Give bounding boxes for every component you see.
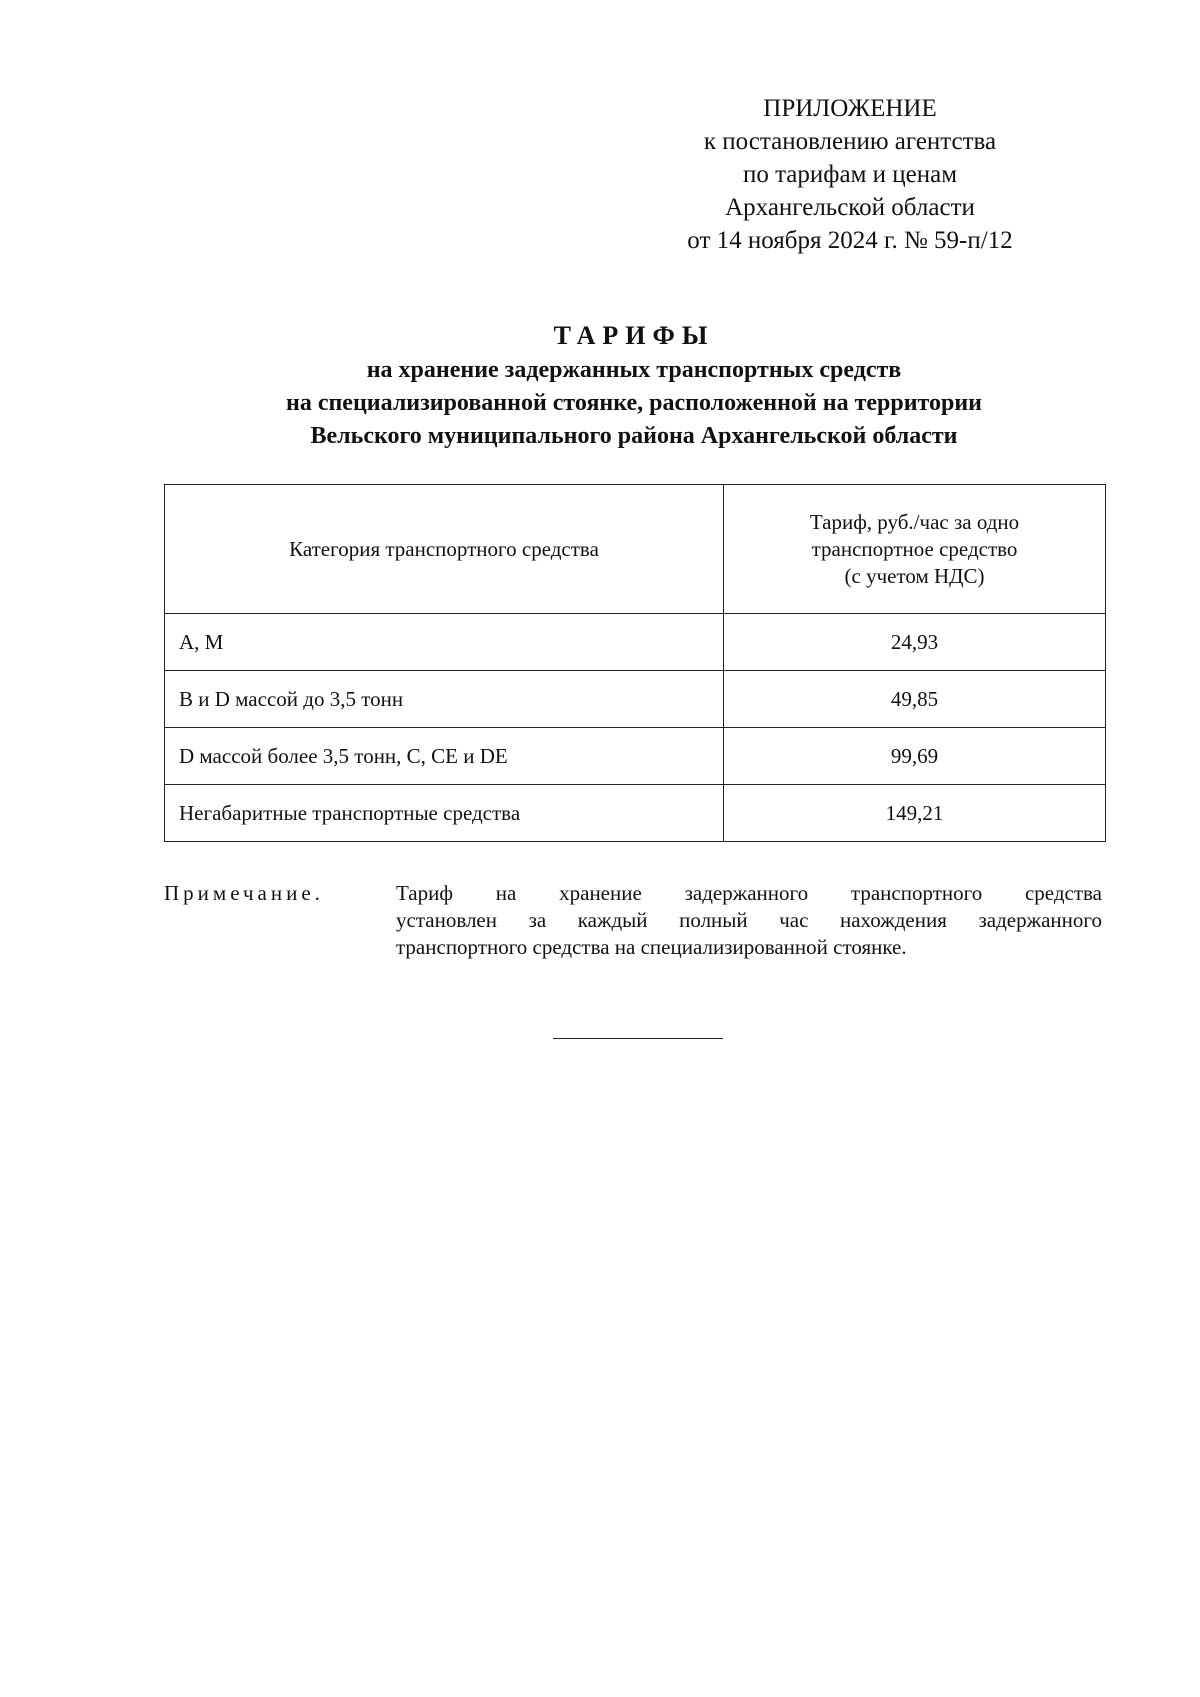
table-row [165, 671, 1106, 728]
table-row [165, 785, 1106, 842]
note-line: Тариф на хранение задержанного транспортного средства [396, 881, 1102, 905]
vehicle-category-cell: D массой более 3,5 тонн, C, CE и DE [165, 728, 724, 785]
note-line: транспортного средства на специализированной стоянке. [396, 935, 907, 959]
appendix-date-number: от 14 ноября 2024 г. № 59-п/12 [687, 227, 1013, 254]
appendix-line: к постановлению агентства [703, 128, 997, 155]
tariff-value-cell: 49,85 [724, 671, 1106, 728]
vehicle-category-cell: A, M [165, 614, 724, 671]
appendix-title: ПРИЛОЖЕНИЕ [763, 95, 937, 122]
appendix-line: Архангельской области [725, 194, 975, 221]
note-label: Примечание. [164, 881, 324, 905]
column-header-tariff [724, 485, 1106, 614]
document-subtitle-line: на хранение задержанных транспортных средств [366, 357, 902, 383]
document-subtitle-line: на специализированной стоянке, расположенной на территории [285, 390, 983, 416]
column-header-category: Категория транспортного средства [165, 485, 724, 614]
column-header-tariff-line: транспортное средство [811, 536, 1018, 561]
note-line: установлен за каждый полный час нахождения задержанного [396, 908, 1102, 932]
vehicle-category-cell: Негабаритные транспортные средства [165, 785, 724, 842]
table-header-row [165, 485, 1106, 614]
table-row [165, 728, 1106, 785]
column-header-tariff-line: (с учетом НДС) [844, 563, 985, 588]
document-subtitle-line: Вельского муниципального района Архангельской области [310, 423, 958, 449]
appendix-header [640, 92, 1060, 257]
vehicle-category-cell: B и D массой до 3,5 тонн [165, 671, 724, 728]
tariff-value-cell: 24,93 [724, 614, 1106, 671]
document-title-block [150, 318, 1118, 453]
tariff-value-cell: 149,21 [724, 785, 1106, 842]
tariff-value-cell: 99,69 [724, 728, 1106, 785]
document-title: ТАРИФЫ [553, 321, 715, 350]
tariff-table [164, 484, 1106, 842]
note-text [396, 880, 1102, 961]
appendix-line: по тарифам и ценам [742, 161, 958, 188]
closing-divider [553, 1038, 723, 1039]
column-header-tariff-line: Тариф, руб./час за одно [809, 509, 1020, 534]
table-row [165, 614, 1106, 671]
